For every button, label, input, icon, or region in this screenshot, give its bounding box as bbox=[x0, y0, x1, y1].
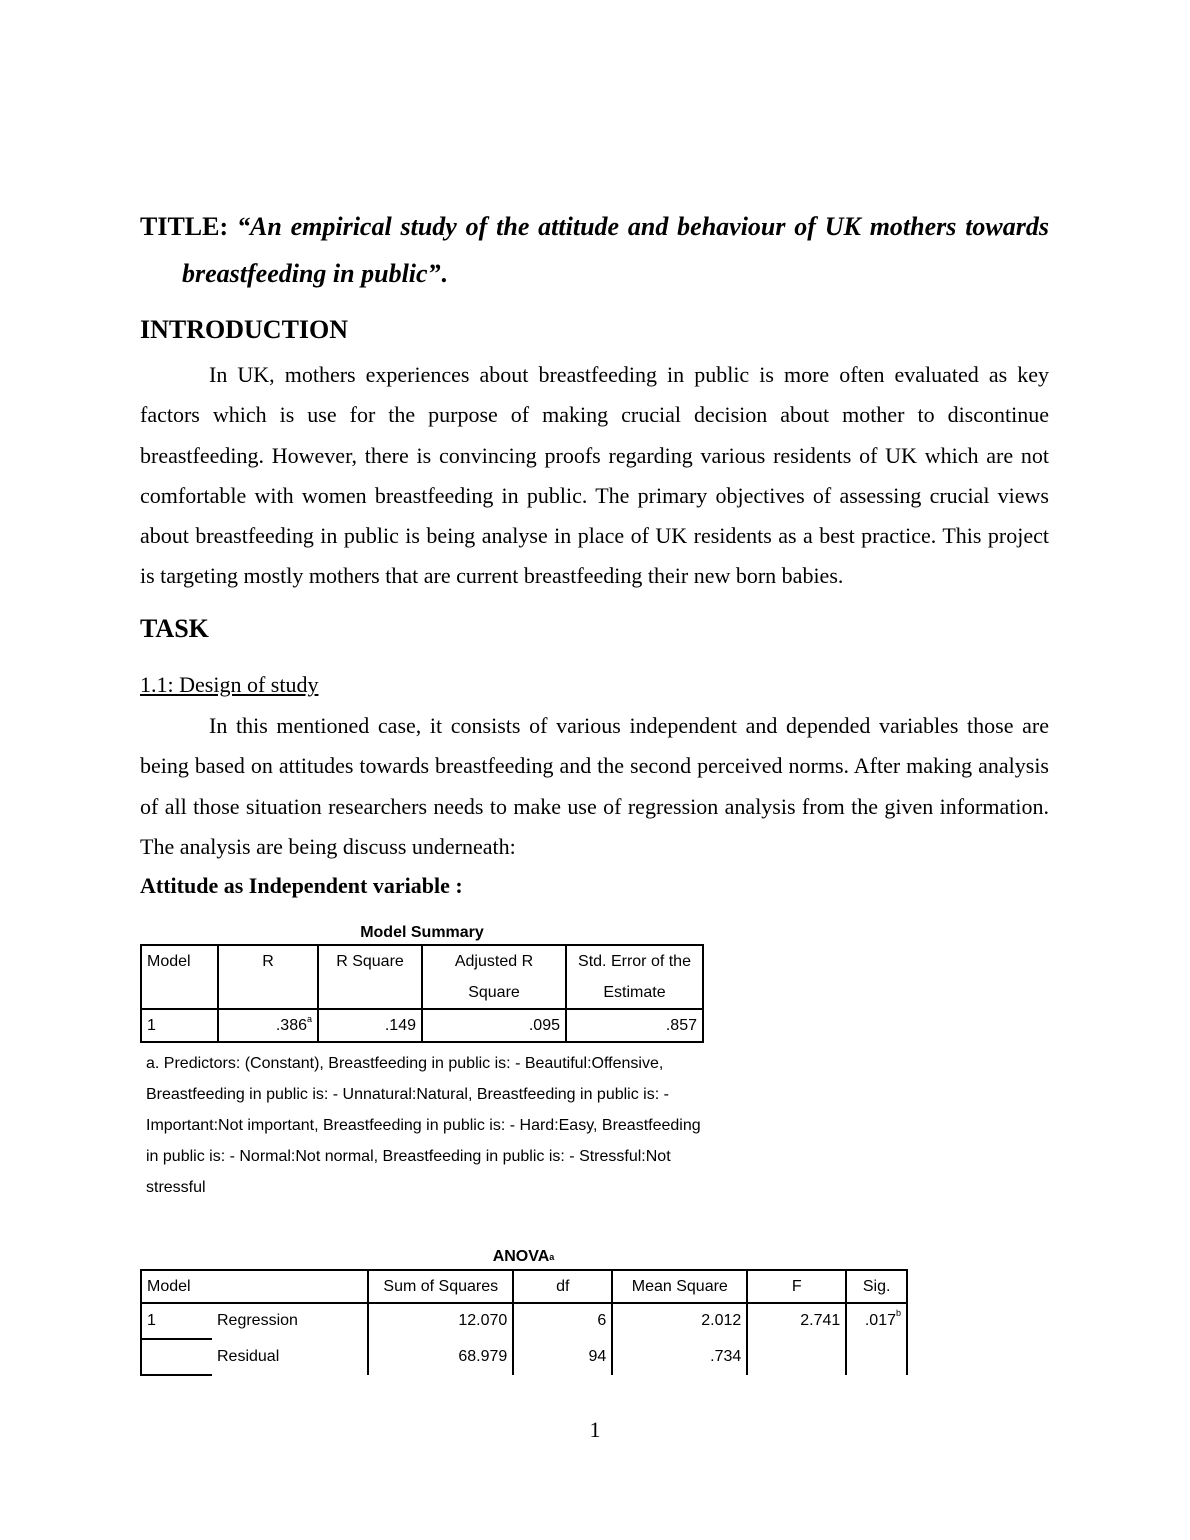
document-title bbox=[140, 203, 1049, 297]
anova-header-ms: Mean Square bbox=[612, 1270, 747, 1303]
title-end: . bbox=[440, 259, 448, 288]
introduction-heading: INTRODUCTION bbox=[140, 315, 349, 344]
introduction-paragraph: In UK, mothers experiences about breastfeeding in public is more often evaluated as key factors which is use for the purpose of making crucial decision about mother to discontinue breastfeeding. However, there is convincing proofs regarding various residents of UK which are not comfortable with women breastfeeding in public. The primary objectives of assessing crucial views about breastfeeding in public is being analyse in place of UK residents as a best practice. This project is targeting mostly mothers that are current breastfeeding their new born babies. bbox=[140, 362, 1049, 589]
title-text: An empirical study of the attitude and behaviour of UK mothers towards breastfeeding in public bbox=[182, 212, 1050, 288]
anova-row1-ms: 2.012 bbox=[612, 1303, 747, 1339]
header-adjusted-r-square bbox=[422, 945, 566, 1009]
title-text-wrapper bbox=[182, 212, 1049, 288]
title-open-quote: “ bbox=[236, 212, 250, 241]
anova-header-df: df bbox=[513, 1270, 612, 1303]
model-summary-table bbox=[140, 944, 704, 1043]
variable-label: Attitude as Independent variable : bbox=[140, 873, 463, 898]
title-prefix: TITLE: bbox=[140, 212, 229, 241]
header-adjusted-line1: Adjusted R bbox=[454, 953, 534, 970]
cell-r bbox=[218, 1009, 318, 1042]
anova-row1-sig-sup: b bbox=[895, 1308, 901, 1318]
anova-row1-label: Regression bbox=[212, 1303, 368, 1339]
cell-r-footnote-mark: a bbox=[306, 1014, 312, 1024]
design-of-study-subheading: 1.1: Design of study bbox=[140, 672, 319, 697]
cell-std-error: .857 bbox=[566, 1009, 703, 1042]
anova-row2-f bbox=[747, 1339, 846, 1375]
anova-header-sig: Sig. bbox=[846, 1270, 907, 1303]
header-std-error bbox=[566, 945, 703, 1009]
cell-r-square: .149 bbox=[318, 1009, 422, 1042]
anova-row1-sig bbox=[846, 1303, 907, 1339]
anova-row2-model bbox=[141, 1339, 212, 1375]
task-paragraph: In this mentioned case, it consists of various independent and depended variables those are being based on attitudes towards breastfeeding and the second perceived norms. After making analysis of all those situation researchers needs to make use of regression analysis from the given information. The analysis are being discuss underneath: bbox=[140, 713, 1049, 859]
anova-row1-sig-value: .017 bbox=[864, 1312, 896, 1329]
header-model: Model bbox=[141, 945, 218, 1009]
header-std-error-line1: Std. Error of the bbox=[578, 953, 691, 970]
header-adjusted-line2: Square bbox=[468, 984, 520, 1001]
title-close-quote: ” bbox=[427, 259, 441, 288]
model-summary-caption: Model Summary bbox=[360, 924, 484, 941]
model-summary-data-row bbox=[141, 1009, 703, 1042]
anova-row2-sig bbox=[846, 1339, 907, 1375]
header-r: R bbox=[218, 945, 318, 1009]
anova-caption-sup: a bbox=[549, 1252, 555, 1262]
cell-adj-r-square: .095 bbox=[422, 1009, 566, 1042]
model-summary-header-row bbox=[141, 945, 703, 1009]
cell-r-value: .386 bbox=[275, 1017, 307, 1034]
anova-row1-df: 6 bbox=[513, 1303, 612, 1339]
anova-row-regression bbox=[141, 1303, 907, 1339]
header-std-error-line2: Estimate bbox=[603, 984, 666, 1001]
model-summary-footnote: a. Predictors: (Constant), Breastfeeding in public is: - Beautiful:Offensive, Breastfeeding in public is: - Unnatural:Natural, Breastfeeding in public is: - Important:Not important, Breastfeeding in public is: - Hard:Easy, Breastfeeding in public is: - Normal:Not normal, Breastfeeding in public is: - Stressful:Not stressful bbox=[146, 1055, 701, 1196]
anova-row1-ss: 12.070 bbox=[368, 1303, 513, 1339]
anova-row1-model: 1 bbox=[141, 1303, 212, 1339]
anova-row2-ss: 68.979 bbox=[368, 1339, 513, 1375]
anova-row1-f: 2.741 bbox=[747, 1303, 846, 1339]
anova-row2-ms: .734 bbox=[612, 1339, 747, 1375]
anova-header-row bbox=[141, 1270, 907, 1303]
anova-header-f: F bbox=[747, 1270, 846, 1303]
anova-header-ss: Sum of Squares bbox=[368, 1270, 513, 1303]
anova-header-model: Model bbox=[141, 1270, 368, 1303]
anova-row2-df: 94 bbox=[513, 1339, 612, 1375]
page-number: 1 bbox=[589, 1417, 601, 1442]
task-heading: TASK bbox=[140, 614, 209, 643]
header-r-square: R Square bbox=[318, 945, 422, 1009]
anova-row-residual bbox=[141, 1339, 907, 1375]
cell-model: 1 bbox=[141, 1009, 218, 1042]
anova-table bbox=[140, 1269, 908, 1376]
anova-row2-label: Residual bbox=[212, 1339, 368, 1375]
anova-caption bbox=[140, 1248, 907, 1266]
anova-caption-text: ANOVA bbox=[492, 1248, 550, 1265]
